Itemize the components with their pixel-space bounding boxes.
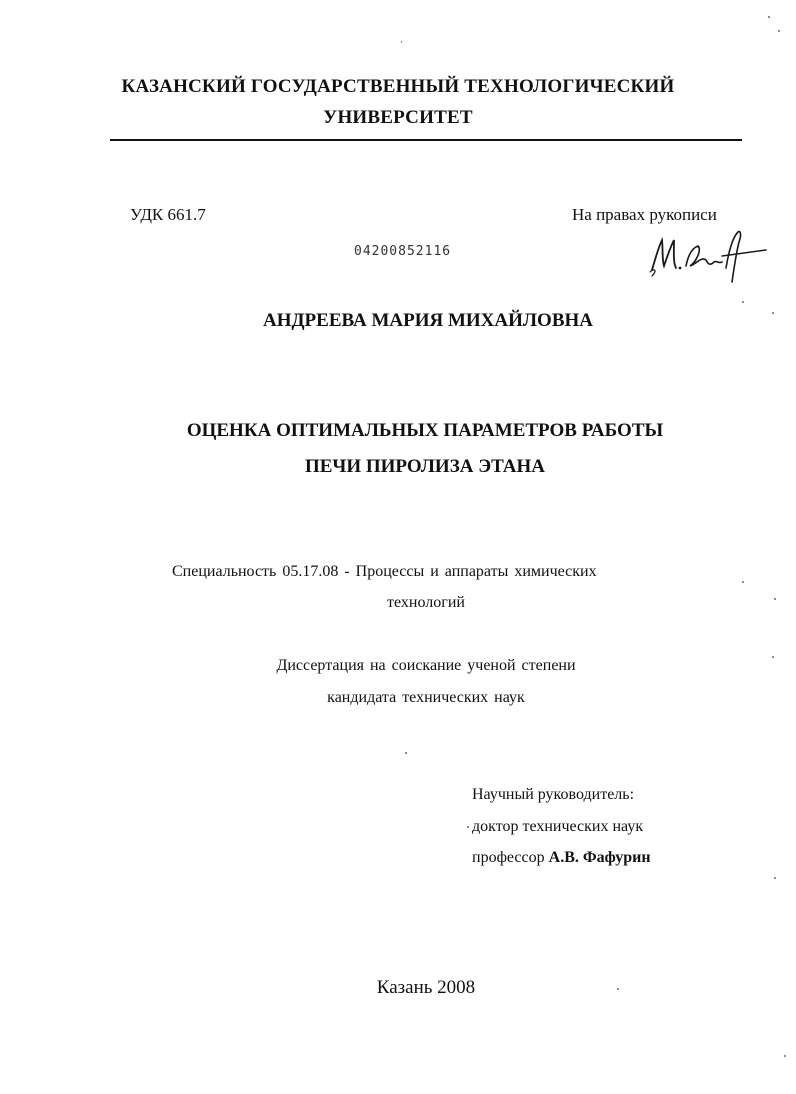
author-name: АНДРЕЕВА МАРИЯ МИХАЙЛОВНА xyxy=(262,310,594,331)
university-name-line2: УНИВЕРСИТЕТ xyxy=(323,107,473,128)
manuscript-rights-note: На правах рукописи xyxy=(572,205,717,224)
scan-speck xyxy=(778,30,780,32)
scan-speck xyxy=(772,656,774,658)
dissertation-line2: кандидата технических наук xyxy=(327,689,525,706)
archive-number: 04200852116 xyxy=(354,244,452,259)
university-name-line1: КАЗАНСКИЙ ГОСУДАРСТВЕННЫЙ ТЕХНОЛОГИЧЕСКИЙ xyxy=(121,76,675,97)
scan-speck xyxy=(617,988,619,990)
udk-code: УДК 661.7 xyxy=(130,205,206,224)
supervisor-title: профессор xyxy=(472,849,549,866)
header-divider xyxy=(110,139,742,141)
scan-speck xyxy=(467,826,469,828)
thesis-title-line1: ОЦЕНКА ОПТИМАЛЬНЫХ ПАРАМЕТРОВ РАБОТЫ xyxy=(186,420,664,441)
specialty-line2: технологий xyxy=(387,594,465,611)
scan-speck xyxy=(784,1055,786,1057)
specialty-line1: Специальность 05.17.08 - Процессы и аппараты химических xyxy=(172,563,597,580)
scan-speck xyxy=(405,752,407,754)
supervisor-name: А.В. Фафурин xyxy=(548,849,651,866)
supervisor-label: Научный руководитель: xyxy=(472,786,635,803)
scan-speck xyxy=(742,301,744,303)
scan-speck xyxy=(742,581,744,583)
scan-speck xyxy=(774,877,776,879)
author-signature xyxy=(640,226,768,288)
city-year: Казань 2008 xyxy=(376,977,476,998)
scan-speck xyxy=(774,598,776,600)
supervisor-degree: доктор технических наук xyxy=(472,818,644,835)
supervisor-name-line xyxy=(472,849,651,867)
scan-speck xyxy=(772,312,774,314)
scan-speck xyxy=(401,41,402,43)
scan-speck xyxy=(768,16,770,18)
thesis-title-line2: ПЕЧИ ПИРОЛИЗА ЭТАНА xyxy=(304,456,546,477)
dissertation-line1: Диссертация на соискание ученой степени xyxy=(276,657,576,674)
